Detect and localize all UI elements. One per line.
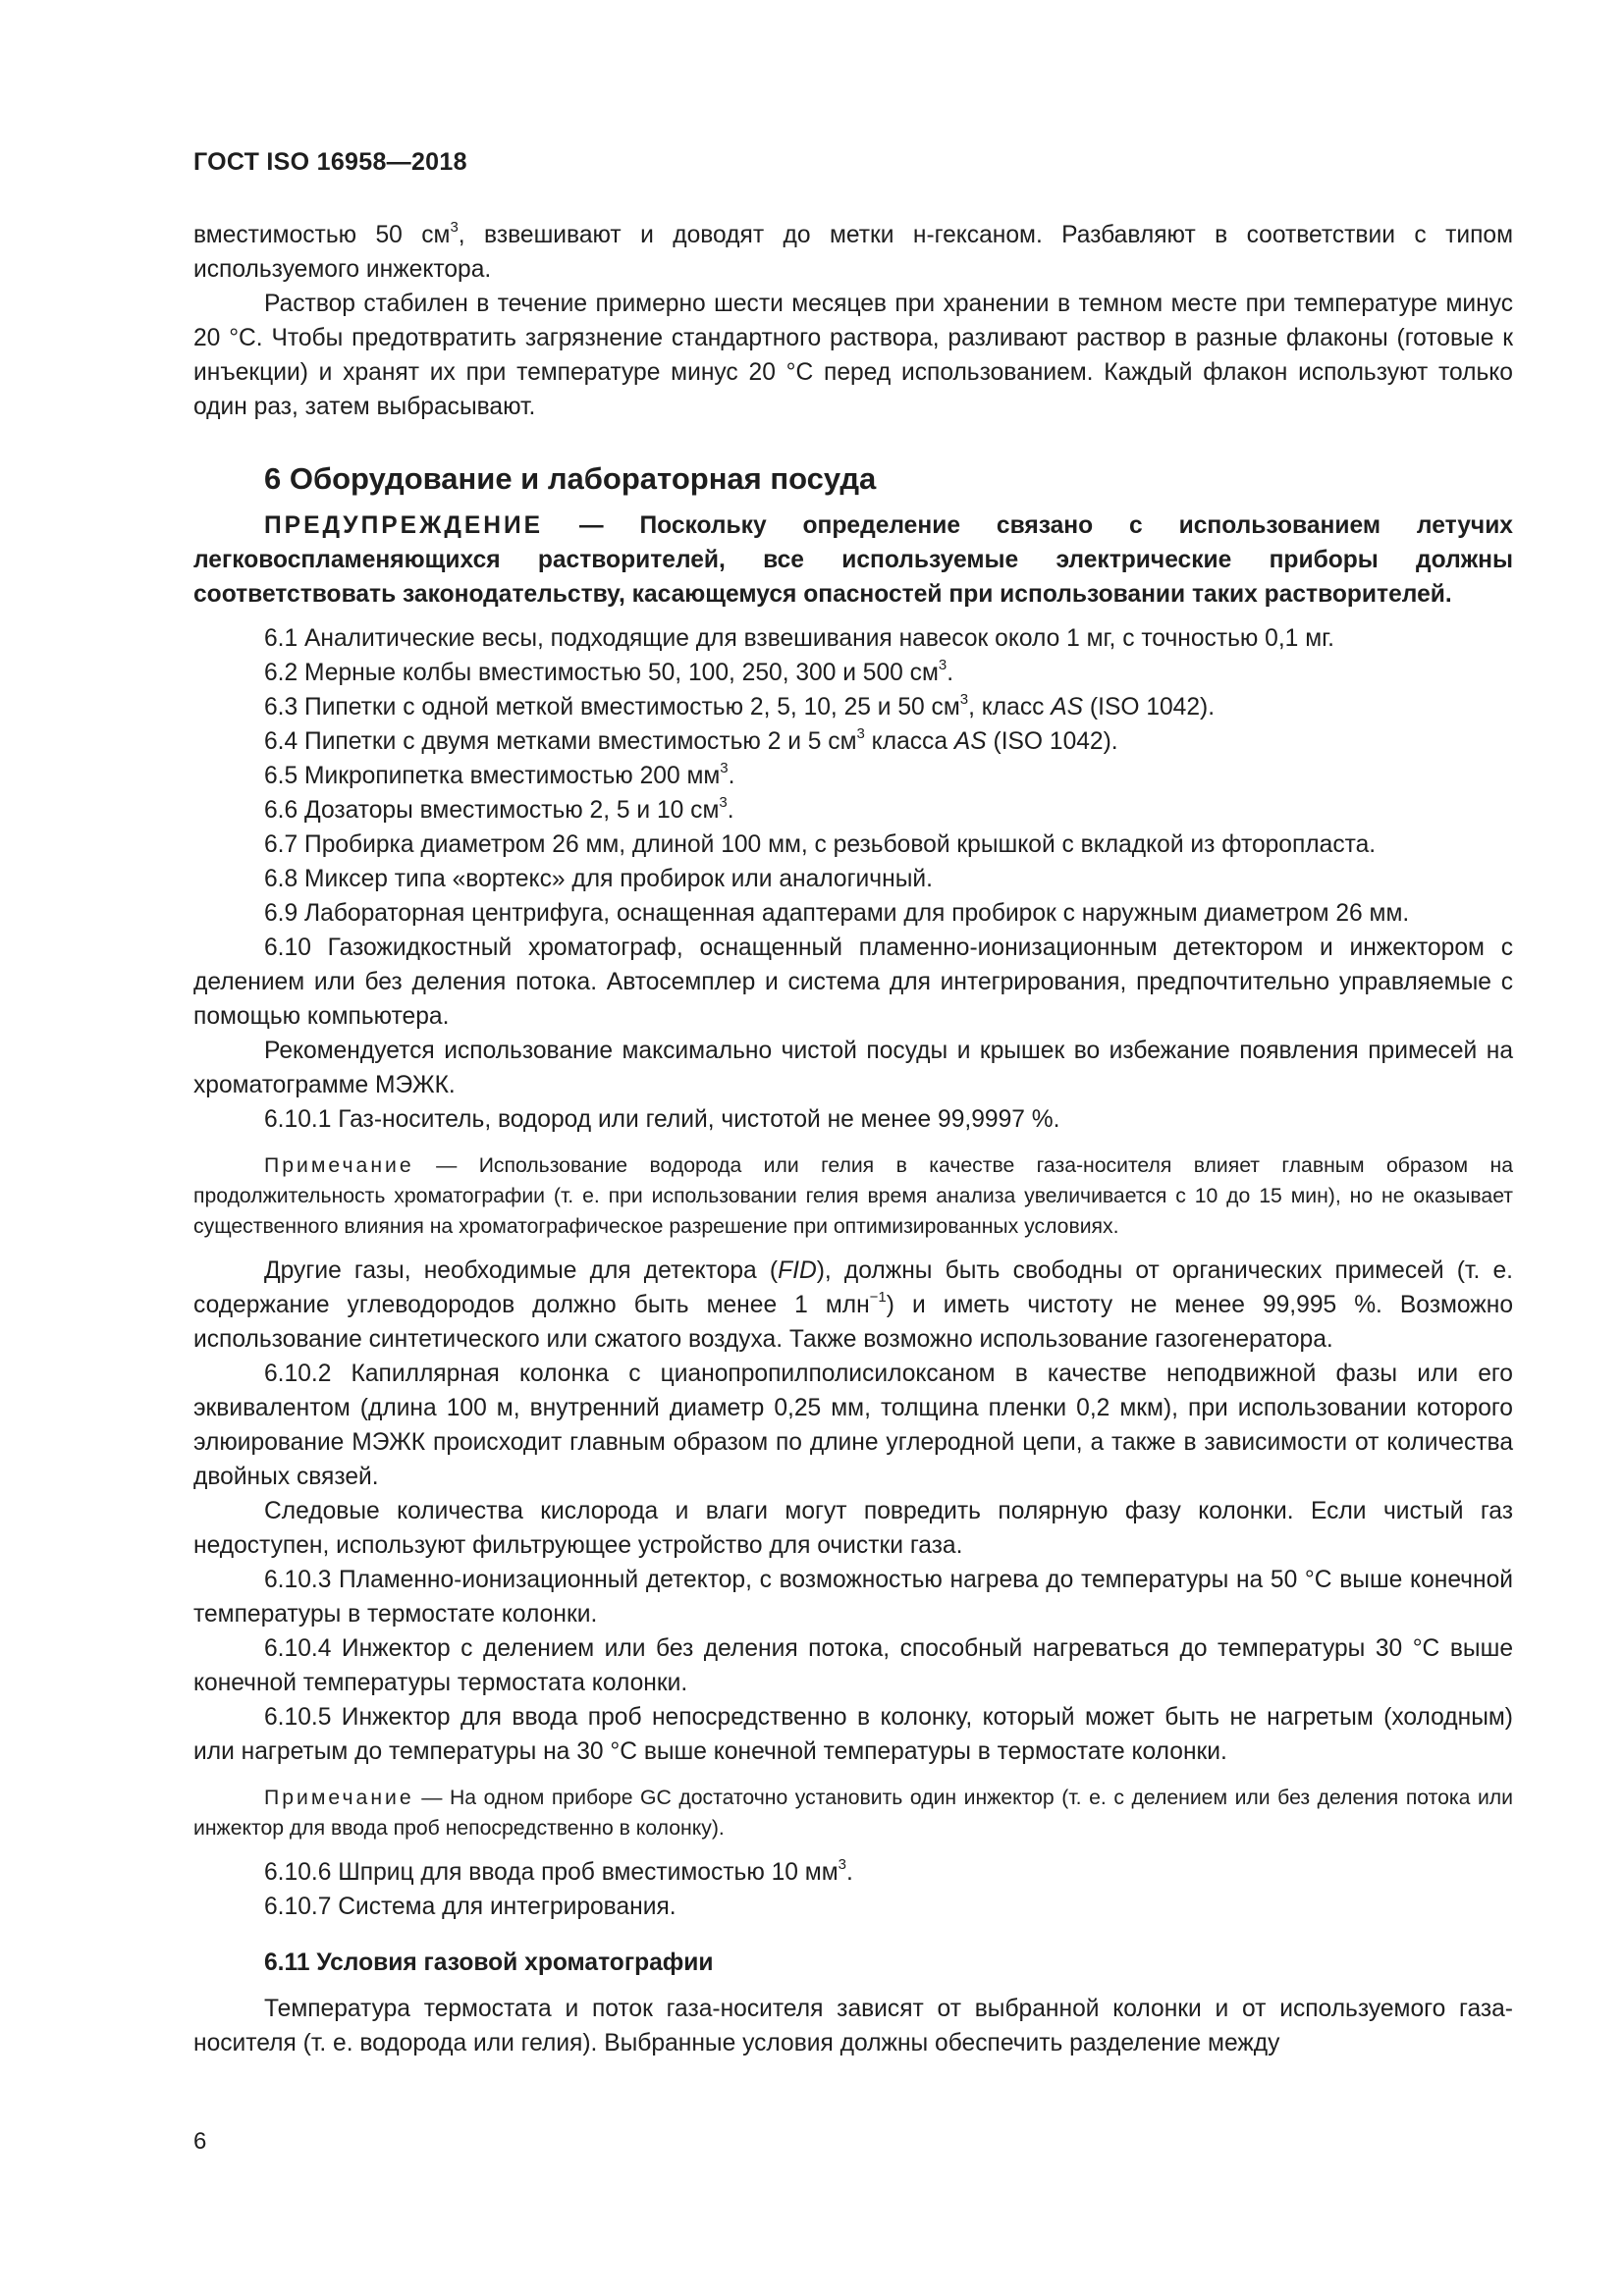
- recommendation-paragraph: Рекомендуется использование максимально чистой посуды и крышек во избежание появления примесей на хроматограмме МЭЖК.: [193, 1038, 1513, 1098]
- page-number: 6: [193, 2128, 207, 2155]
- intro-paragraph-2: Раствор стабилен в течение примерно шести месяцев при хранении в темном месте при температуре минус 20 °С. Чтобы предотвратить загрязнение стандартного раствора, разливают раствор в разные флаконы (готовые к инъекции) и хранят их при температуре минус 20 °С перед использованием. Каждый флакон используют только один раз, затем выбрасывают.: [193, 291, 1513, 420]
- note-label: Примечание: [264, 1787, 414, 1809]
- item-6-8: 6.8 Миксер типа «вортекс» для пробирок или аналогичный.: [264, 866, 933, 892]
- item-6-10-5: 6.10.5 Инжектор для ввода проб непосредственно в колонку, который может быть не нагретым (холодным) или нагретым до температуры на 30 °С выше конечной температуры в термостате колонки.: [193, 1704, 1513, 1765]
- item-6-9: 6.9 Лабораторная центрифуга, оснащенная адаптерами для пробирок с наружным диаметром 26 мм.: [264, 900, 1410, 927]
- note-label: Примечание: [264, 1154, 414, 1177]
- item-6-10-2: 6.10.2 Капиллярная колонка с цианопропилполисилоксаном в качестве неподвижной фазы или его эквивалентом (длина 100 м, внутренний диаметр 0,25 мм, толщина пленки 0,2 мкм), при использовании которого элюирование МЭЖК происходит главным образом по длине углеродной цепи, а также в зависимости от количества двойных связей.: [193, 1361, 1513, 1490]
- item-6-3: 6.3 Пипетки с одной меткой вместимостью 2, 5, 10, 25 и 50 $см^3$, класс AS (ISO 1042).: [264, 690, 1216, 721]
- subsection-6-11-title: 6.11 Условия газовой хроматографии: [264, 1949, 714, 1976]
- subsection-6-11-paragraph: Температура термостата и поток газа-носителя зависят от выбранной колонки и от используемого газа-носителя (т. е. водорода или гелия). Выбранные условия должны обеспечить разделение между: [193, 1996, 1513, 2056]
- warning-label: ПРЕДУПРЕЖДЕНИЕ: [264, 512, 544, 539]
- item-6-10-1: 6.10.1 Газ-носитель, водород или гелий, чистотой не менее 99,9997 %.: [264, 1106, 1060, 1133]
- item-6-10-3: 6.10.3 Пламенно-ионизационный детектор, с возможностью нагрева до температуры на 50 °С выше конечной температуры в термостате колонки.: [193, 1567, 1513, 1628]
- gases-paragraph: Другие газы, необходимые для детектора (FID), должны быть свободны от органических примесей (т. е. содержание углеводородов должно быть менее 1 млн$^{-1}$) и иметь чистоту не менее 99,995 %. Возможно использование синтетического или сжатого воздуха. Также возможно использование газогенератора.: [193, 1257, 1514, 1353]
- section-title: 6 Оборудование и лабораторная посуда: [264, 461, 877, 496]
- document-body: [193, 218, 1513, 2060]
- item-6-10-4: 6.10.4 Инжектор с делением или без деления потока, способный нагреваться до температуры 30 °С выше конечной температуры термостата колонки.: [193, 1635, 1513, 1696]
- note-1: Примечание — Использование водорода или гелия в качестве газа-носителя влияет главным образом на продолжительность хроматографии (т. е. при использовании гелия время анализа увеличивается с 10 до 15 мин), но не оказывает существенного влияния на хроматографическое разрешение при оптимизированных условиях.: [193, 1154, 1513, 1238]
- note-2: Примечание — На одном приборе GC достаточно установить один инжектор (т. е. с делением или без деления потока или инжектор для ввода проб непосредственно в колонку).: [193, 1787, 1513, 1840]
- item-6-6: 6.6 Дозаторы вместимостью 2, 5 и 10 $см^3$.: [264, 793, 734, 824]
- item-6-7: 6.7 Пробирка диаметром 26 мм, длиной 100 мм, с резьбовой крышкой с вкладкой из фторопласта.: [264, 831, 1377, 858]
- item-6-1: 6.1 Аналитические весы, подходящие для взвешивания навесок около 1 мг, с точностью 0,1 мг.: [264, 625, 1334, 652]
- intro-paragraph-1: вместимостью 50 $см^3$, взвешивают и доводят до метки н-гексаном. Разбавляют в соответствии с типом используемого инжектора.: [193, 218, 1513, 283]
- item-6-4: 6.4 Пипетки с двумя метками вместимостью 2 и 5 $см^3$ класса AS (ISO 1042).: [264, 724, 1118, 755]
- document-header: ГОСТ ISO 16958—2018: [193, 148, 467, 176]
- warning-paragraph: ПРЕДУПРЕЖДЕНИЕ — Поскольку определение связано с использованием летучих легковоспламеняющихся растворителей, все используемые электрические приборы должны соответствовать законодательству, касающемуся опасностей при использовании таких растворителей.: [193, 512, 1513, 608]
- item-6-5: 6.5 Микропипетка вместимостью 200 $мм^3$.: [264, 759, 735, 789]
- trace-paragraph: Следовые количества кислорода и влаги могут повредить полярную фазу колонки. Если чистый газ недоступен, используют фильтрующее устройство для очистки газа.: [193, 1498, 1513, 1559]
- item-6-2: 6.2 Мерные колбы вместимостью 50, 100, 250, 300 и 500 $см^3$.: [264, 656, 954, 686]
- item-6-10: 6.10 Газожидкостный хроматограф, оснащенный пламенно-ионизационным детектором и инжектором с делением или без деления потока. Автосемплер и система для интегрирования, предпочтительно управляемые с помощью компьютера.: [193, 934, 1513, 1030]
- item-6-10-6: 6.10.6 Шприц для ввода проб вместимостью 10 $мм^3$.: [264, 1855, 853, 1886]
- item-6-10-7: 6.10.7 Система для интегрирования.: [264, 1894, 677, 1920]
